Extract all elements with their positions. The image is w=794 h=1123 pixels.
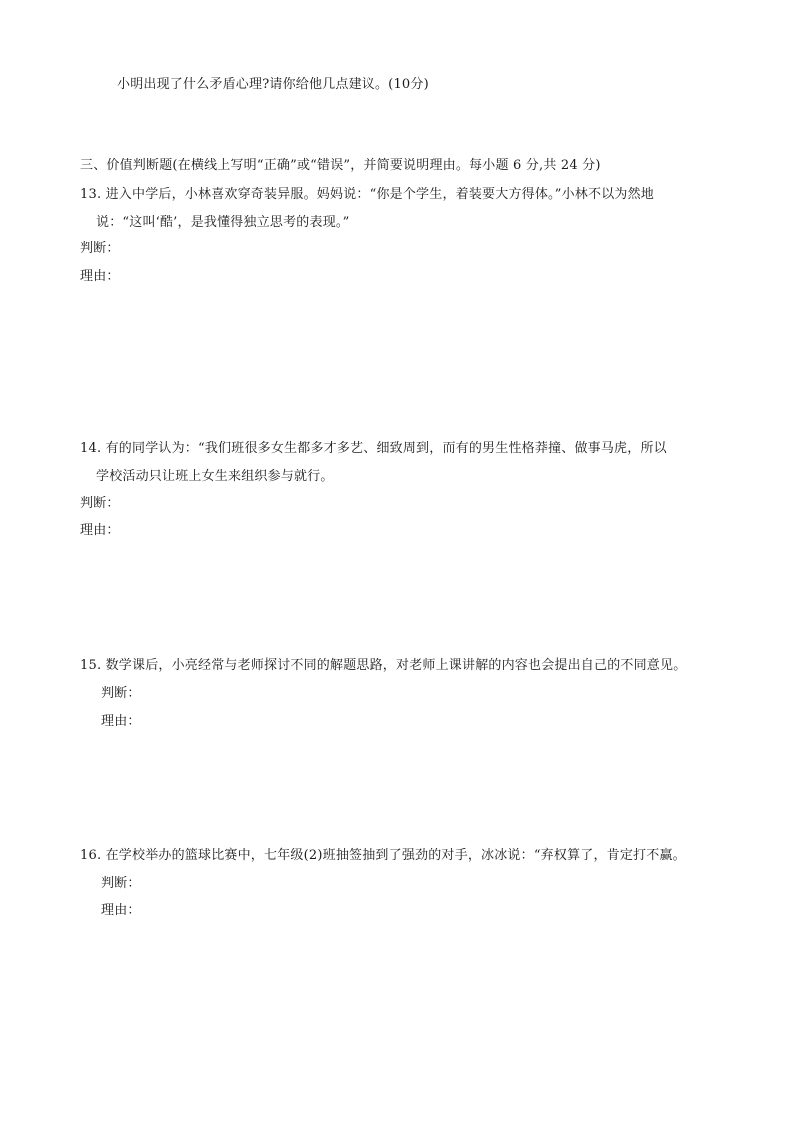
- question-14-judgment-label: 判断：: [80, 496, 120, 511]
- question-15-judgment-label: 判断：: [101, 686, 141, 701]
- question-13-reason-label: 理由：: [80, 269, 120, 284]
- question-13-judgment-label: 判断：: [80, 241, 120, 256]
- question-15-line-1: 15. 数学课后，小亮经常与老师探讨不同的解题思路，对老师上课讲解的内容也会提出自己的不同意见。: [80, 658, 687, 673]
- question-16-line-1: 16. 在学校举办的篮球比赛中，七年级(2)班抽签抽到了强劲的对手，冰冰说：“弃权算了，肯定打不赢。: [80, 848, 686, 863]
- question-15-reason-label: 理由：: [101, 714, 141, 729]
- question-14-line-2: 学校活动只让班上女生来组织参与就行。: [96, 469, 334, 484]
- section-heading: 三、价值判断题(在横线上写明“正确”或“错误”，并简要说明理由。每小题 6 分,共 24 分): [80, 158, 601, 173]
- question-16-judgment-label: 判断：: [101, 876, 141, 891]
- question-14-line-1: 14. 有的同学认为：“我们班很多女生都多才多艺、细致周到，而有的男生性格莽撞、做事马虎，所以: [80, 441, 667, 456]
- question-13-line-2: 说：“这叫‘酷’，是我懂得独立思考的表现。”: [96, 215, 350, 230]
- question-14-reason-label: 理由：: [80, 523, 120, 538]
- carryover-question: 小明出现了什么矛盾心理?请你给他几点建议。(10分): [117, 77, 429, 92]
- question-16-reason-label: 理由：: [101, 903, 141, 918]
- question-13-line-1: 13. 进入中学后，小林喜欢穿奇装异服。妈妈说：“你是个学生，着装要大方得体。”小林不以为然地: [80, 187, 654, 202]
